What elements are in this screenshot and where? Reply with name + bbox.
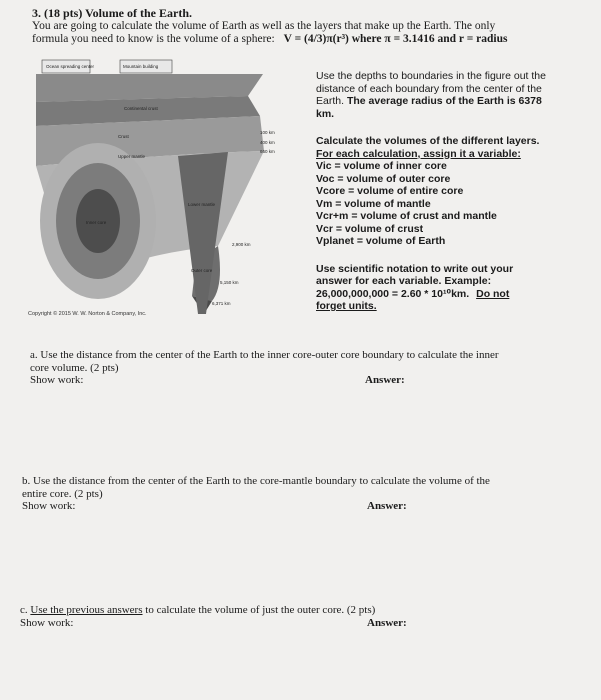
variable-vcrm: Vcr+m = volume of crust and mantle	[316, 210, 497, 222]
label-continental-crust: Continental crust	[124, 106, 158, 111]
label-outer-core: Outer core	[191, 268, 213, 273]
question-c-answer: Answer:	[367, 617, 407, 629]
question-b	[22, 475, 592, 500]
earth-diagram	[28, 56, 318, 336]
question-c	[20, 604, 375, 617]
depth-100: 100 km	[260, 130, 275, 135]
sci-notation-example-line	[316, 288, 576, 301]
depth-5150: 5,150 km	[220, 280, 239, 285]
depth-400: 400 km	[260, 140, 275, 145]
depths-instruction-3: Earth. The average radius of the Earth is 6378	[316, 95, 542, 107]
sci-notation-example: 26,000,000,000 = 2.60 * 10¹⁰km.	[316, 287, 470, 300]
variable-vplanet: Vplanet = volume of Earth	[316, 235, 446, 247]
depth-6371: 6,371 km	[212, 301, 231, 306]
depth-660: 660 km	[260, 149, 275, 154]
variable-list	[316, 160, 576, 248]
do-not-text: Do not	[476, 287, 510, 300]
question-c-prefix: c.	[20, 604, 28, 616]
question-c-show-work: Show work:	[20, 617, 74, 629]
variable-vic: Vic = volume of inner core	[316, 160, 447, 172]
question-a-answer: Answer:	[365, 374, 405, 386]
average-radius: The average radius of the Earth is 6378	[346, 95, 542, 107]
question-a-line-2: core volume. (2 pts)	[30, 361, 119, 374]
question-b-answer: Answer:	[367, 500, 407, 512]
label-ocean-spreading: Ocean spreading center	[46, 64, 95, 69]
sci-notation-line-2: answer for each variable. Example:	[316, 275, 492, 287]
instructions-block	[316, 70, 576, 313]
intro-line-1: You are going to calculate the volume of Earth as well as the layers that make up the Earth. The only	[32, 20, 496, 32]
label-mountain-building: Mountain building	[123, 64, 159, 69]
variable-vm: Vm = volume of mantle	[316, 197, 431, 210]
label-crust: Crust	[118, 134, 129, 139]
depths-instruction-2: distance of each boundary from the center of the	[316, 82, 542, 95]
intro-line-2-start: formula you need to know is the volume of a sphere:	[32, 33, 275, 45]
problem-title: 3. (18 pts) Volume of the Earth.	[32, 6, 193, 20]
variable-vcr: Vcr = volume of crust	[316, 222, 424, 235]
depths-instruction-1: Use the depths to boundaries in the figure out the	[316, 70, 546, 82]
forget-units-text: forget units.	[316, 300, 377, 312]
label-upper-mantle: Upper mantle	[118, 154, 146, 159]
variable-vcore: Vcore = volume of entire core	[316, 185, 464, 197]
question-a-show-work: Show work:	[30, 374, 84, 386]
question-b-line-2: entire core. (2 pts)	[22, 487, 103, 500]
earth-cross-section-figure	[28, 56, 318, 336]
question-c-underlined: Use the previous answers	[30, 604, 143, 616]
label-lower-mantle: Lower mantle	[188, 202, 216, 207]
depth-2900: 2,900 km	[232, 242, 251, 247]
label-inner-core: Inner core	[86, 220, 107, 225]
assign-variable-line: For each calculation, assign it a variable:	[316, 147, 521, 160]
question-a	[30, 349, 590, 374]
sphere-formula: V = (4/3)π(r³) where π = 3.1416 and r = radius	[283, 33, 508, 45]
sci-notation-line-1: Use scientific notation to write out your	[316, 262, 514, 275]
question-a-line-1: a. Use the distance from the center of the Earth to the inner core-outer core boundary to calculate the inner	[30, 349, 499, 361]
intro-line-2	[32, 33, 507, 45]
depths-instruction-4: km.	[316, 107, 335, 120]
variable-voc: Voc = volume of outer core	[316, 172, 451, 185]
question-b-line-1: b. Use the distance from the center of the Earth to the core-mantle boundary to calculate the volume of the	[22, 475, 490, 487]
question-b-show-work: Show work:	[22, 500, 76, 512]
figure-copyright: Copyright © 2015 W. W. Norton & Company, Inc.	[28, 311, 147, 317]
question-c-rest: to calculate the volume of just the outer core. (2 pts)	[145, 604, 376, 616]
calc-heading: Calculate the volumes of the different layers.	[316, 135, 540, 147]
